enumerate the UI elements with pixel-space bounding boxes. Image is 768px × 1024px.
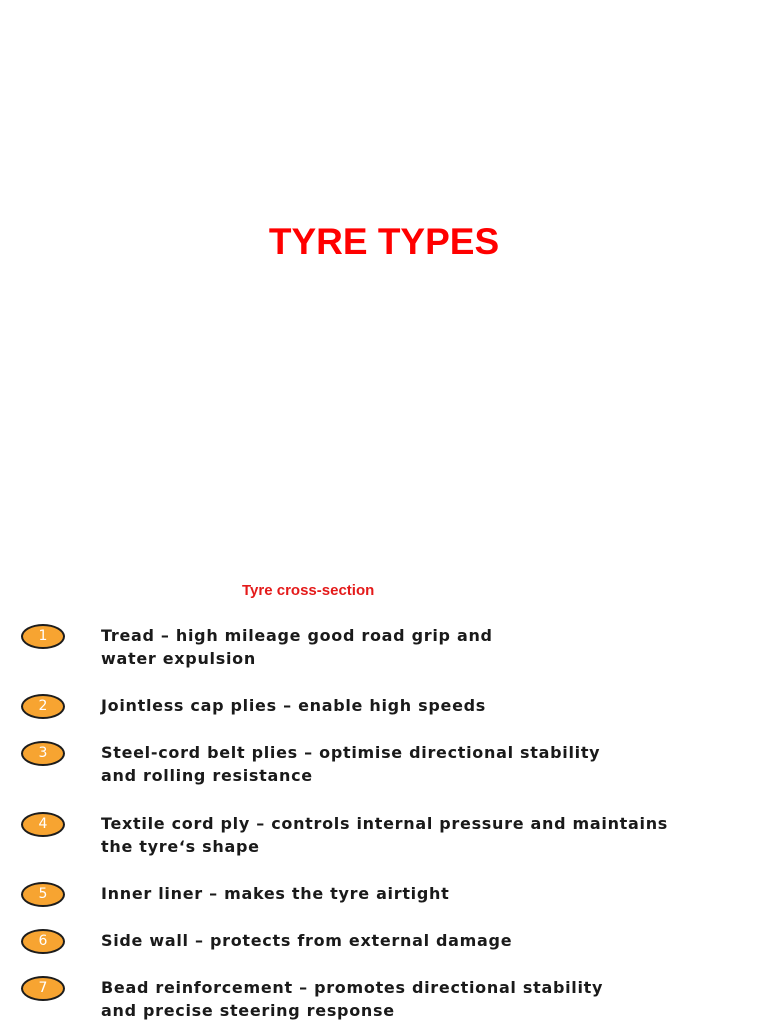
list-item-text <box>101 741 761 787</box>
page-title: TYRE TYPES <box>268 221 500 262</box>
number-badge: 2 <box>21 694 65 719</box>
list-item-line: Bead reinforcement – promotes directional stability <box>101 978 604 997</box>
list-item-line: water expulsion <box>101 649 256 668</box>
number-badge: 3 <box>21 741 65 766</box>
list-item-text <box>101 812 761 858</box>
list-item-line: Tread – high mileage good road grip and <box>101 626 493 645</box>
list-item-line: Jointless cap plies – enable high speeds <box>101 696 487 715</box>
list-item-line: and precise steering response <box>101 1001 395 1020</box>
section-subtitle: Tyre cross-section <box>242 582 375 599</box>
list-item-text <box>101 624 761 670</box>
number-badge: 1 <box>21 624 65 649</box>
number-badge: 7 <box>21 976 65 1001</box>
list-item-text <box>101 882 761 905</box>
list-item-line: Inner liner – makes the tyre airtight <box>101 884 450 903</box>
list-item-text <box>101 694 761 717</box>
number-badge: 4 <box>21 812 65 837</box>
number-badge: 6 <box>21 929 65 954</box>
list-item-line: Side wall – protects from external damage <box>101 931 513 950</box>
list-item-line: Textile cord ply – controls internal pressure and maintains <box>101 814 669 833</box>
list-item-line: the tyre‘s shape <box>101 837 260 856</box>
number-badge: 5 <box>21 882 65 907</box>
list-item-line: and rolling resistance <box>101 766 313 785</box>
list-item-text <box>101 976 761 1022</box>
list-item-line: Steel-cord belt plies – optimise directional stability <box>101 743 601 762</box>
list-item-text <box>101 929 761 952</box>
